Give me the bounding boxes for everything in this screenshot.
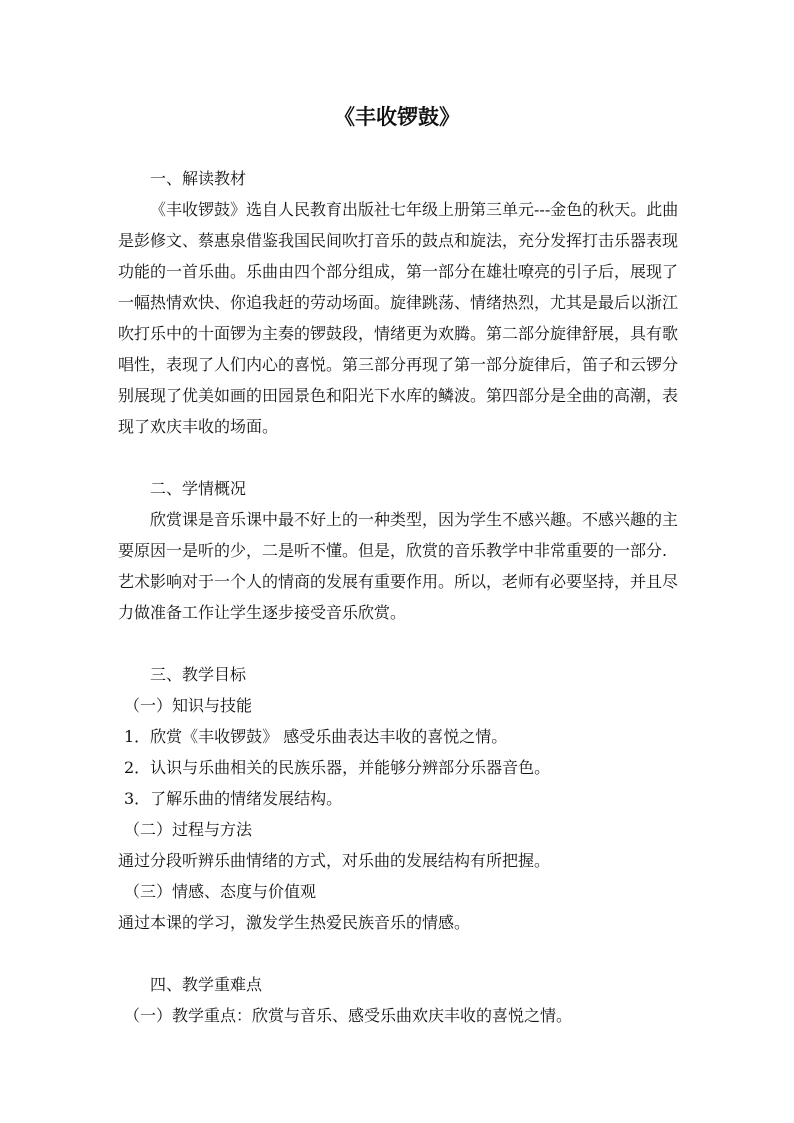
section-1-line-1: 《丰收锣鼓》选自人民教育出版社七年级上册第三单元---金色的秋天。此曲: [150, 200, 679, 219]
objective-item-3: 3．了解乐曲的情绪发展结构。: [124, 789, 343, 808]
section-2-line-3: 艺术影响对于一个人的情商的发展有重要作用。所以，老师有必要坚持，并且尽: [118, 572, 679, 591]
objective-subheading-values: （三）情感、态度与价值观: [124, 882, 317, 901]
objective-values-text: 通过本课的学习，激发学生热爱民族音乐的情感。: [118, 913, 471, 932]
section-2-line-1: 欣赏课是音乐课中最不好上的一种类型，因为学生不感兴趣。不感兴趣的主: [150, 510, 679, 529]
section-2-line-2: 要原因一是听的少，二是听不懂。但是，欣赏的音乐教学中非常重要的一部分.: [118, 541, 668, 560]
objective-subheading-knowledge: （一）知识与技能: [124, 696, 253, 715]
objective-subheading-process: （二）过程与方法: [124, 820, 253, 839]
objective-item-1: 1．欣赏《丰收锣鼓》 感受乐曲表达丰收的喜悦之情。: [124, 727, 508, 746]
section-1-line-8: 现了欢庆丰收的场面。: [118, 417, 279, 436]
objective-process-text: 通过分段听辨乐曲情绪的方式，对乐曲的发展结构有所把握。: [118, 851, 551, 870]
section-heading-4: 四、教学重难点: [150, 975, 263, 994]
section-heading-1: 一、解读教材: [150, 169, 247, 188]
document-title: 《丰收锣鼓》: [334, 104, 460, 129]
section-1-line-3: 功能的一首乐曲。乐曲由四个部分组成，第一部分在雄壮嘹亮的引子后，展现了: [118, 262, 679, 281]
key-point-item-1: （一）教学重点：欣赏与音乐、感受乐曲欢庆丰收的喜悦之情。: [124, 1006, 573, 1025]
section-1-line-4: 一幅热情欢快、你追我赶的劳动场面。旋律跳荡、情绪热烈，尤其是最后以浙江: [118, 293, 679, 312]
section-2-line-4: 力做准备工作让学生逐步接受音乐欣赏。: [118, 603, 407, 622]
objective-item-2: 2．认识与乐曲相关的民族乐器，并能够分辨部分乐器音色。: [124, 758, 551, 777]
section-heading-2: 二、学情概况: [150, 479, 247, 498]
section-spacer: [118, 442, 678, 473]
section-heading-3: 三、教学目标: [150, 665, 247, 684]
section-1-line-6: 唱性，表现了人们内心的喜悦。第三部分再现了第一部分旋律后，笛子和云锣分: [118, 355, 679, 374]
section-1-line-2: 是彭修文、蔡惠泉借鉴我国民间吹打音乐的鼓点和旋法，充分发挥打击乐器表现: [118, 231, 679, 250]
section-1-line-5: 吹打乐中的十面锣为主奏的锣鼓段，情绪更为欢腾。第二部分旋律舒展，具有歌: [118, 324, 679, 343]
section-spacer: [118, 938, 678, 969]
section-spacer: [118, 628, 678, 659]
document-content: [118, 163, 678, 1031]
section-1-line-7: 别展现了优美如画的田园景色和阳光下水库的鳞波。第四部分是全曲的高潮，表: [118, 386, 679, 405]
